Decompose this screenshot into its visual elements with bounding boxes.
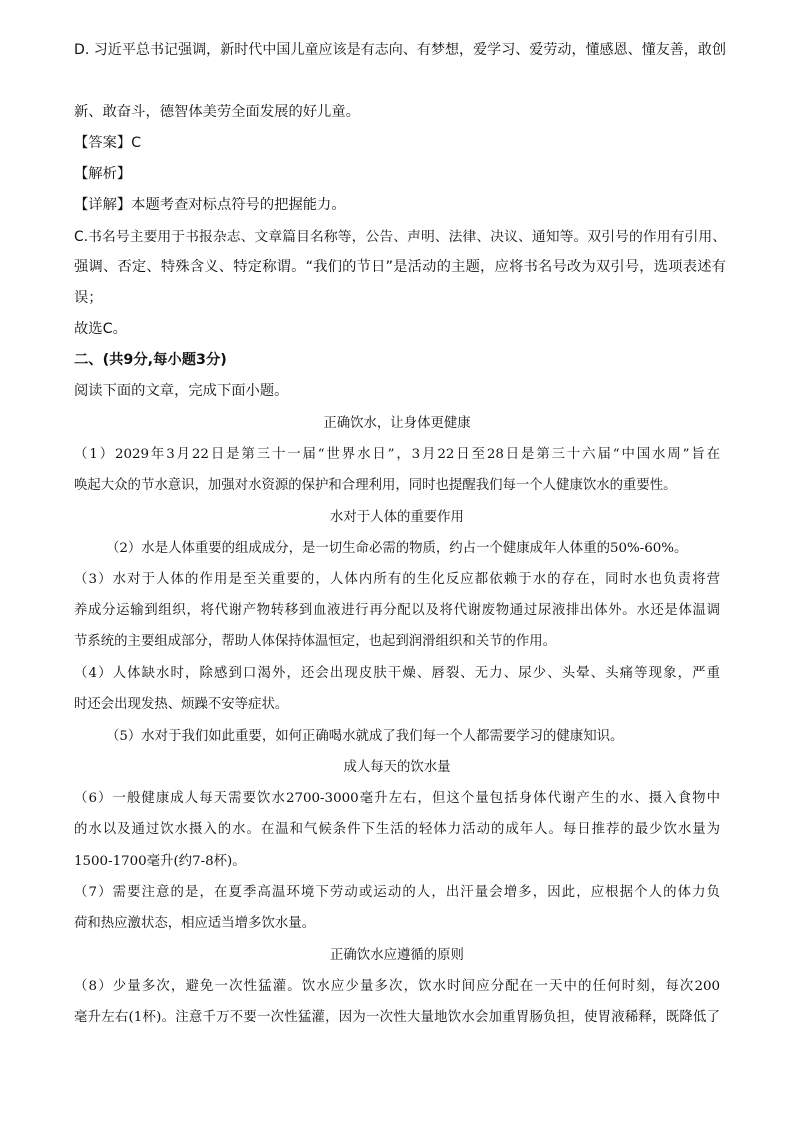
para-3-line-1: （3）水对于人体的作用是至关重要的，人体内所有的生化反应都依赖于水的存在，同时水也负责将营 xyxy=(74,572,720,587)
para-5: （5）水对于我们如此重要，如何正确喝水就成了我们每一个人都需要学习的健康知识。 xyxy=(106,729,624,744)
para-3-line-2: 养成分运输到组织，将代谢产物转移到血液进行再分配以及将代谢废物通过尿液排出体外。水还是体温调 xyxy=(74,603,720,618)
para-6-line-1: （6）一般健康成人每天需要饮水2700-3000毫升左右，但这个量包括身体代谢产生的水、摄入食物中 xyxy=(74,791,720,806)
para-8-line-2: 毫升左右(1杯)。注意千万不要一次性猛灌，因为一次性大量地饮水会加重胃肠负担，使胃液稀释，既降低了 xyxy=(74,1010,720,1025)
section-instruction: 阅读下面的文章，完成下面小题。 xyxy=(74,383,289,399)
section-heading: 二、(共9分,每小题3分) xyxy=(74,352,227,368)
subheading-daily-intake: 成人每天的饮水量 xyxy=(343,760,451,775)
para-1-line-2: 唤起大众的节水意识，加强对水资源的保护和合理利用，同时也提醒我们每一个人健康饮水的重要性。 xyxy=(74,478,677,493)
option-d-line-2: 新、敢奋斗，德智体美劳全面发展的好儿童。 xyxy=(74,104,360,120)
para-4-line-1: （4）人体缺水时，除感到口渴外，还会出现皮肤干燥、唇裂、无力、尿少、头晕、头痛等现象，严重 xyxy=(74,666,720,681)
para-4-line-2: 时还会出现发热、烦躁不安等症状。 xyxy=(74,697,289,712)
subheading-drinking-principles: 正确饮水应遵循的原则 xyxy=(330,948,464,963)
detail-line: 【详解】本题考查对标点符号的把握能力。 xyxy=(74,197,346,213)
para-7-line-1: （7）需要注意的是，在夏季高温环境下劳动或运动的人，出汗量会增多，因此，应根据个人的体力负 xyxy=(74,885,720,900)
conclusion-line: 故选C。 xyxy=(74,321,127,337)
subheading-water-role: 水对于人体的重要作用 xyxy=(330,510,464,525)
article-title: 正确饮水，让身体更健康 xyxy=(323,416,471,431)
para-6-line-3: 1500-1700毫升(约7-8杯)。 xyxy=(74,854,246,869)
explain-line-2: 强调、否定、特殊含义、特定称谓。“我们的节日”是活动的主题，应将书名号改为双引号，选项表述有 xyxy=(74,259,726,275)
para-6-line-2: 的水以及通过饮水摄入的水。在温和气候条件下生活的轻体力活动的成年人。每日推荐的最少饮水量为 xyxy=(74,822,720,837)
para-2: （2）水是人体重要的组成成分，是一切生命必需的物质，约占一个健康成年人体重的50%-60%。 xyxy=(106,541,688,556)
option-d-line-1: D. 习近平总书记强调，新时代中国儿童应该是有志向、有梦想，爱学习、爱劳动，懂感恩、懂友善，敢创 xyxy=(74,42,726,58)
answer-label: 【答案】C xyxy=(74,135,142,151)
para-8-line-1: （8）少量多次，避免一次性猛灌。饮水应少量多次，饮水时间应分配在一天中的任何时刻，每次200 xyxy=(74,979,720,994)
para-3-line-3: 节系统的主要组成部分，帮助人体保持体温恒定，也起到润滑组织和关节的作用。 xyxy=(74,634,557,649)
analysis-label: 【解析】 xyxy=(74,166,132,182)
explain-line-1: C.书名号主要用于书报杂志、文章篇目名称等，公告、声明、法律、决议、通知等。双引号的作用有引用、 xyxy=(74,229,726,245)
explain-line-3: 误； xyxy=(74,290,103,306)
para-7-line-2: 荷和热应激状态，相应适当增多饮水量。 xyxy=(74,916,316,931)
para-1-line-1: （1）2029年3月22日是第三十一届“世界水日”，3月22日至28日是第三十六届“中国水周”旨在 xyxy=(74,447,720,462)
